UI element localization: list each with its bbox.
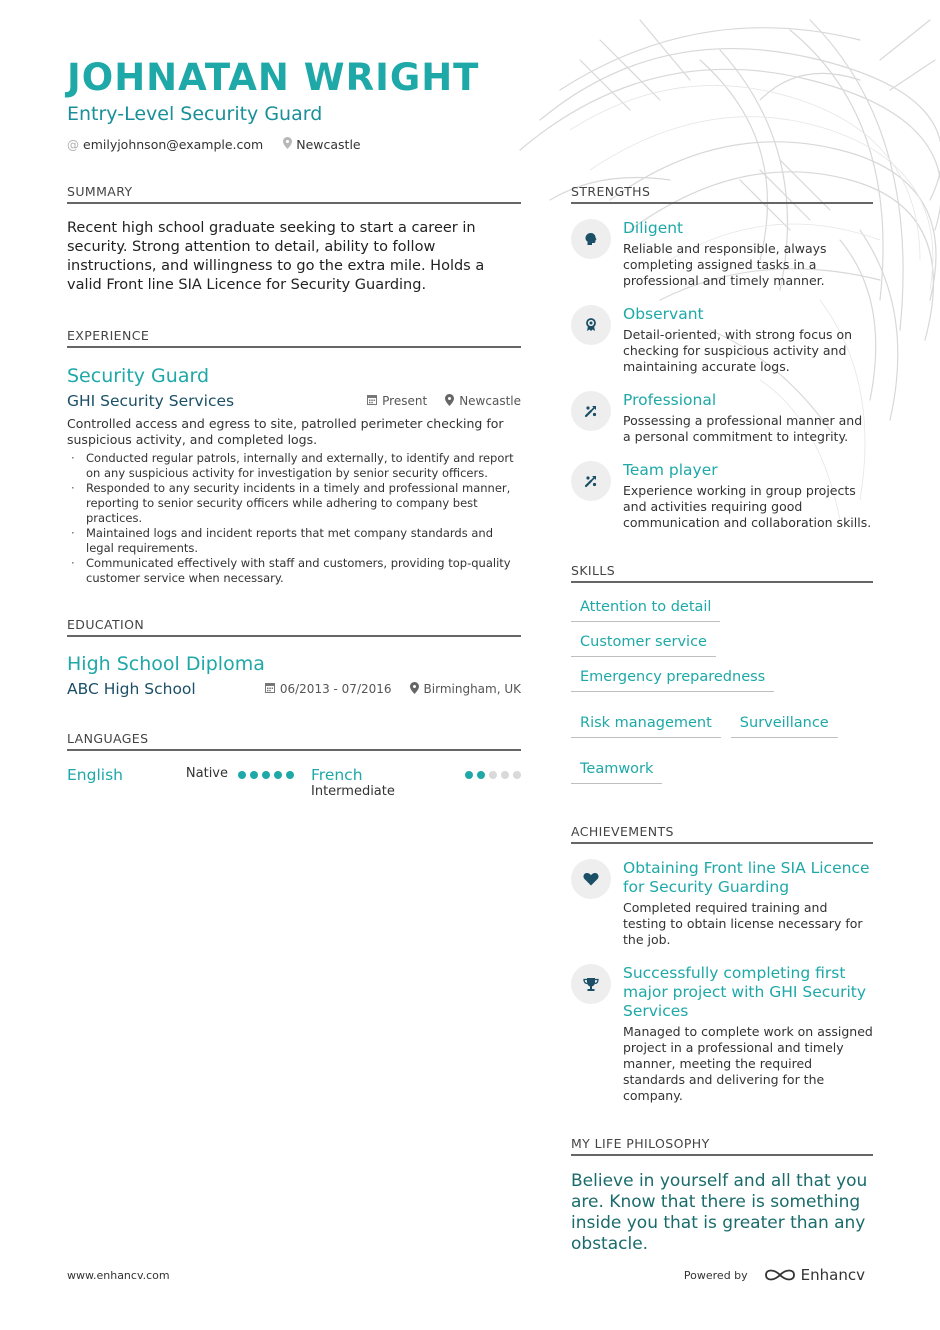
enhancv-logo[interactable] (764, 1266, 865, 1284)
tools-icon (571, 461, 611, 501)
company-name: GHI Security Services (67, 392, 235, 410)
strength-item (571, 461, 873, 531)
job-meta (367, 394, 521, 409)
achievement-title: Successfully completing first major project with GHI Security Services (623, 964, 867, 1020)
award-ribbon-icon (571, 305, 611, 345)
philosophy-text: Believe in yourself and all that you are. Know that there is something inside you that is greater than any obstacle. (571, 1171, 868, 1254)
footer (67, 1266, 865, 1284)
rating-dot (274, 771, 282, 779)
skill-tag: Attention to detail (571, 598, 720, 622)
degree-title: High School Diploma (67, 653, 265, 675)
list-item: · Responded to any security incidents in a timely and professional manner, reporting to senior security officers while adhering to company best practices. (67, 481, 521, 526)
languages-section (67, 731, 521, 799)
list-item: · Communicated effectively with staff and customers, providing top-quality customer service when necessary. (67, 556, 521, 586)
experience-heading: EXPERIENCE (67, 328, 521, 348)
language-level: Intermediate (311, 784, 395, 799)
map-pin-icon (283, 137, 292, 152)
strength-item (571, 219, 873, 289)
language-item (294, 766, 521, 799)
education-section (67, 617, 521, 698)
strength-desc: Reliable and responsible, always completing assigned tasks in a professional and timely manner. (623, 241, 827, 288)
at-icon: @ (67, 137, 79, 152)
list-item: · Maintained logs and incident reports that met company standards and legal requirements. (67, 526, 521, 556)
contact-info (67, 137, 867, 152)
education-location (410, 682, 521, 697)
strength-title: Team player (623, 461, 718, 479)
philosophy-heading: MY LIFE PHILOSOPHY (571, 1136, 873, 1156)
rating-dot (489, 771, 497, 779)
achievement-title: Obtaining Front line SIA Licence for Security Guarding (623, 859, 870, 896)
brand-name: Enhancv (800, 1266, 865, 1284)
calendar-icon (265, 682, 275, 696)
strength-item (571, 391, 873, 445)
education-heading: EDUCATION (67, 617, 521, 637)
education-meta-row (67, 680, 521, 698)
education-meta (265, 682, 521, 697)
rating-dot (465, 771, 473, 779)
email-item[interactable] (67, 137, 263, 152)
language-level-group (186, 766, 294, 781)
skills-list (571, 598, 873, 784)
languages-list (67, 766, 521, 799)
education-dates-text: 06/2013 - 07/2016 (279, 682, 392, 696)
philosophy-section (571, 1136, 873, 1255)
summary-text: Recent high school graduate seeking to start a career in security. Strong attention to detail, ability to follow instructions, and willingness to go the extra mile. Holds a valid Front line SIA Licence for Security Guarding. (67, 220, 485, 293)
candidate-name: JOHNATAN WRIGHT (67, 56, 480, 99)
calendar-icon (367, 394, 377, 408)
candidate-title: Entry-Level Security Guard (67, 103, 323, 125)
rating-dot (513, 771, 521, 779)
language-name: French (311, 766, 363, 784)
strength-desc: Experience working in group projects and activities requiring good communication and collaboration skills. (623, 483, 872, 530)
job-bullets (67, 451, 521, 586)
left-column (67, 184, 521, 799)
job-meta-row (67, 392, 521, 410)
school-name: ABC High School (67, 680, 196, 698)
achievements-section (571, 824, 873, 1104)
strength-item (571, 305, 873, 375)
job-date-text: Present (382, 394, 428, 408)
skills-section (571, 563, 873, 784)
tools-icon (571, 391, 611, 431)
job-title: Security Guard (67, 365, 210, 387)
language-level: Native (185, 766, 228, 781)
achievement-item (571, 859, 873, 948)
rating-dot (477, 771, 485, 779)
resume-header (67, 56, 867, 152)
heart-icon (571, 859, 611, 899)
rating-dot (250, 771, 258, 779)
language-name: English (67, 766, 123, 784)
brain-icon (571, 219, 611, 259)
strengths-heading: STRENGTHS (571, 184, 873, 204)
achievement-desc: Completed required training and testing to obtain license necessary for the job. (623, 900, 863, 947)
rating-dot (501, 771, 509, 779)
trophy-icon (571, 964, 611, 1004)
skills-heading: SKILLS (571, 563, 873, 583)
strength-title: Observant (623, 305, 704, 323)
powered-by-label: Powered by (683, 1268, 748, 1282)
skill-tag: Customer service (571, 633, 716, 657)
skill-tag: Surveillance (731, 714, 838, 738)
infinity-logo-icon (764, 1267, 796, 1283)
job-date (367, 394, 427, 409)
language-name-group (311, 766, 395, 799)
right-column (571, 184, 873, 1255)
achievement-desc: Managed to complete work on assigned project in a professional and timely manner, meeting the required standards and delivering for the company. (623, 1024, 873, 1103)
strengths-section (571, 184, 873, 531)
list-item: · Conducted regular patrols, internally and externally, to identify and report on any suspicious activity for investigation by senior security officers. (67, 451, 521, 481)
rating-dot (262, 771, 270, 779)
language-rating (238, 771, 294, 781)
job-description: Controlled access and egress to site, patrolled perimeter checking for suspicious activity, and completed logs. (67, 416, 504, 447)
job-location (445, 394, 521, 409)
powered-by (684, 1266, 865, 1284)
language-item (67, 766, 294, 799)
summary-heading: SUMMARY (67, 184, 521, 204)
strength-title: Diligent (623, 219, 684, 237)
rating-dot (238, 771, 246, 779)
education-dates (265, 682, 392, 697)
location-item (283, 137, 360, 152)
rating-dot (286, 771, 294, 779)
education-location-text: Birmingham, UK (423, 682, 521, 696)
map-pin-icon (445, 394, 454, 409)
achievement-item (571, 964, 873, 1104)
skill-tag: Emergency preparedness (571, 668, 774, 692)
strength-title: Professional (623, 391, 717, 409)
language-rating (465, 771, 521, 779)
skill-tag: Risk management (571, 714, 721, 738)
summary-section (67, 184, 521, 295)
strength-desc: Possessing a professional manner and a personal commitment to integrity. (623, 413, 863, 444)
email-text: emilyjohnson@example.com (83, 137, 264, 152)
job-location-text: Newcastle (459, 394, 521, 408)
achievements-heading: ACHIEVEMENTS (571, 824, 873, 844)
languages-heading: LANGUAGES (67, 731, 521, 751)
strength-desc: Detail-oriented, with strong focus on checking for suspicious activity and maintaining accurate logs. (623, 327, 853, 374)
location-text: Newcastle (296, 137, 361, 152)
skill-tag: Teamwork (571, 760, 662, 784)
experience-section (67, 328, 521, 586)
footer-url[interactable]: www.enhancv.com (67, 1268, 170, 1282)
map-pin-icon (410, 682, 419, 697)
